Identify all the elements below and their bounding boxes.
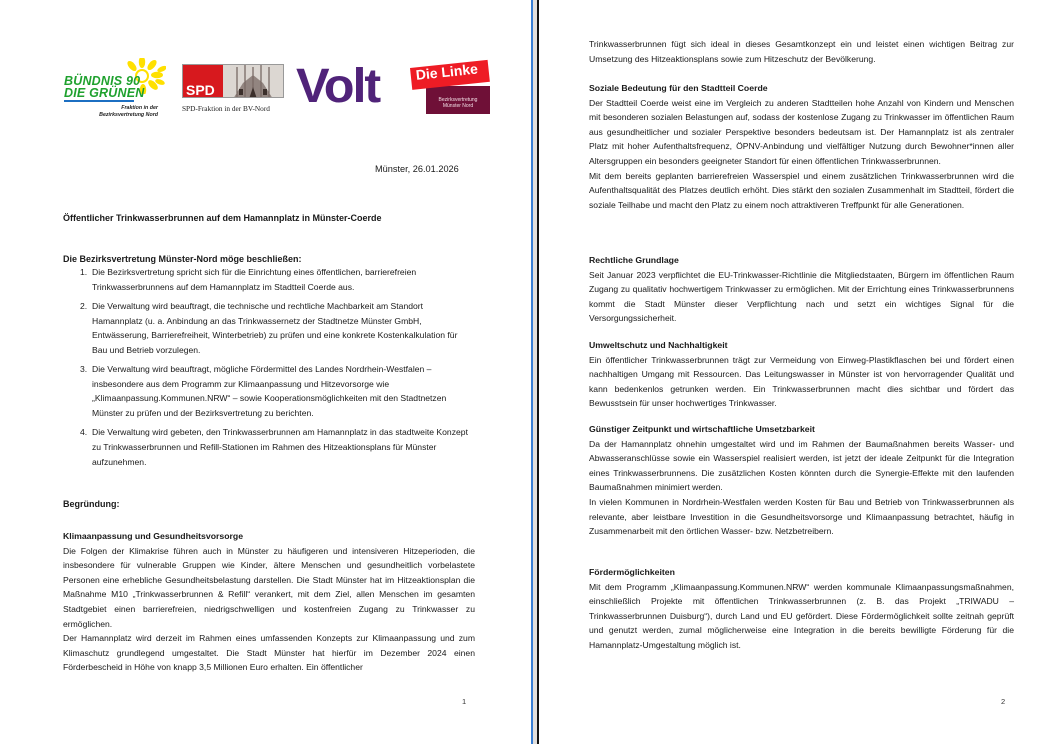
logo-spd xyxy=(182,64,288,120)
section-title: Klimaanpassung und Gesundheitsvorsorge xyxy=(63,531,244,541)
section-timing xyxy=(589,422,1014,539)
section-paragraph: Ein öffentlicher Trinkwasserbrunnen trägt zur Vermeidung von Einweg-Plastikflaschen bei und fördert einen nachhaltigen Umgang mit Ressourcen. Das Leitungswasser in Münster ist von hervorragender Qualität und kann bedenkenlos getrunken werden. Ein Trinkwasserbrunnen macht dies sichtbar und fördert das Bewusstsein für unser hochwertiges Trinkwasser. xyxy=(589,354,1014,409)
spd-wordmark: SPD xyxy=(186,82,215,98)
section-title: Rechtliche Grundlage xyxy=(589,255,679,265)
motion-number: 3. xyxy=(80,364,88,375)
gruene-subtitle-2: Bezirksvertretung Nord xyxy=(99,112,158,118)
motion-text: Die Verwaltung wird beauftragt, die technische und rechtliche Machbarkeit am Standort Hamannplatz (u. a. Anbindung an das Trinkwassernetz der Stadtnetze Münster GmbH, Entwässerung, Barrierefreiheit, Winterbetrieb) zu prüfen und eine konkrete Kostenkalkulation für Bau und Betrieb vorzulegen. xyxy=(92,300,458,355)
motion-text: Die Bezirksvertretung spricht sich für die Einrichtung eines öffentlichen, barrierefreien Trinkwasserbrunnens auf dem Hamannplatz im Stadtteil Coerde aus. xyxy=(92,267,417,292)
church-facade-icon xyxy=(223,65,284,98)
section-legal xyxy=(589,253,1014,326)
motion-item xyxy=(63,362,475,420)
gruene-wordmark-line1: BÜNDNIS 90 xyxy=(64,74,141,88)
linke-wordmark: Die Linke xyxy=(415,60,479,83)
section-title: Fördermöglichkeiten xyxy=(589,567,675,577)
section-funding xyxy=(589,565,1014,653)
section-paragraph: Mit dem Programm „Klimaanpassung.Kommunen.NRW“ werden kommunale Klimaanpassungsmaßnahmen, einschließlich Projekte mit öffentlichen Trinkwasserbrunnen (z. B. das Projekt „TRIWADU – Trinkwasserbrunnen Duisburg“), durch Land und EU gefördert. Diese Fördermöglichkeit sollte zeitnah geprüft und genutzt werden, zumal möglicherweise eine Integration in die bereits bewilligte Förderung für die Hamannplatz-Umgestaltung möglich ist. xyxy=(589,581,1014,650)
party-logos xyxy=(62,58,502,122)
document-page-2 xyxy=(539,0,1060,744)
section-environment xyxy=(589,338,1014,411)
motion-item xyxy=(63,425,475,469)
logo-die-linke xyxy=(410,62,498,120)
page-number: 2 xyxy=(1001,697,1006,706)
gruene-wordmark-line2: DIE GRÜNEN xyxy=(64,86,145,100)
logo-volt xyxy=(296,60,400,113)
page-gutter xyxy=(531,0,539,744)
linke-subtitle: Bezirksvertretung Münster Nord xyxy=(438,97,478,109)
section-title: Umweltschutz und Nachhaltigkeit xyxy=(589,340,728,350)
spd-caption: SPD-Fraktion in der BV-Nord xyxy=(182,104,270,113)
section-title: Günstiger Zeitpunkt und wirtschaftliche Umsetzbarkeit xyxy=(589,424,815,434)
motion-text: Die Verwaltung wird beauftragt, mögliche Fördermittel des Landes Nordrhein-Westfalen – insbesondere aus dem Programm zur Klimaanpassung und Hitzevorsorge wie „Klimaanpassung.Kommunen.NRW“ – sowie Kooperationsmöglichkeiten mit den Stadtnetzen Münster zu prüfen und der Bezirksvertretung zu berichten. xyxy=(92,364,447,418)
motion-number: 1. xyxy=(80,267,88,277)
section-paragraph: Der Stadtteil Coerde weist eine im Vergleich zu anderen Stadtteilen hohe Anzahl von Kindern und Menschen mit besonderen sozialen Belastungen auf, sodass der kostenlose Zugang zu Trinkwasser im öffentlichen Raum aus gesundheitlicher und sozialer Perspektive besonders bedeutsam ist. Der Hamannplatz ist als zentraler Platz mit hoher Aufenthaltsfrequenz, ÖPNV-Anbindung und vielfältiger Nutzung durch Bewohner*innen aller Altersgruppen ein besonders geeigneter Standort für einen öffentlichen Trinkwasserbrunnen. xyxy=(589,97,1014,166)
logo-gruene xyxy=(62,58,170,122)
reasoning-heading: Begründung: xyxy=(63,499,120,509)
motion-list xyxy=(63,265,475,474)
section-paragraph: Da der Hamannplatz ohnehin umgestaltet wird und im Rahmen der Baumaßnahmen bereits Wasser- und Abwasseranschlüsse sowie ein Wasserspiel realisiert werden, ist jetzt der ideale Zeitpunkt für die Integration eines Trinkwasserbrunnens. Die zusätzlichen Kosten könnten durch die Synergie-Effekte mit den laufenden Baumaßnahmen minimiert werden. xyxy=(589,438,1014,493)
gruene-underline xyxy=(64,100,134,102)
motion-number: 4. xyxy=(80,427,88,438)
section-paragraph: Seit Januar 2023 verpflichtet die EU-Trinkwasser-Richtlinie die Mitgliedstaaten, Bürgern im öffentlichen Raum Zugang zu qualitativ hochwertigem Trinkwasser zu ermöglichen. Mit der Errichtung eines Trinkwasserbrunnens kommt die Stadt Münster dieser Verpflichtung nach und setzt ein wichtiges Signal für die Versorgungssicherheit. xyxy=(589,269,1014,324)
continuation-paragraph: Trinkwasserbrunnen fügt sich ideal in dieses Gesamtkonzept ein und leistet einen wichtigen Beitrag zur Umsetzung des Hitzeaktionsplans sowie zum Hitzeschutz der Bevölkerung. xyxy=(589,39,1014,64)
motion-number: 2. xyxy=(80,300,88,311)
section-climate-health xyxy=(63,529,475,675)
section-paragraph: In vielen Kommunen in Nordrhein-Westfalen werden Kosten für Bau und Betrieb von Trinkwasserbrunnen als relevante, aber leistbare Investition in die Gesundheitsvorsorge und Klimaanpassung betrachtet, häufig in Zusammenarbeit mit den örtlichen Wasser- bzw. Netzbetreibern. xyxy=(589,496,1014,537)
section-paragraph: Mit dem bereits geplanten barrierefreien Wasserspiel und einem zusätzlichen Trinkwasserbrunnen wird die Aufenthaltsqualität des Platzes deutlich erhöht. Dies stärkt den sozialen Zusammenhalt im Stadtteil, fördert die soziale Teilhabe und macht den Platz zu einem noch attraktiveren Treffpunkt für alle Generationen. xyxy=(589,170,1014,210)
page-number: 1 xyxy=(462,697,467,706)
motion-item xyxy=(63,265,475,294)
motion-text: Die Verwaltung wird gebeten, den Trinkwasserbrunnen am Hamannplatz in das stadtweite Konzept zu Trinkwasserbrunnen und Refill-Stationen im Rahmen des Hitzeaktionsplans für Münster aufzunehmen. xyxy=(92,427,468,467)
spd-mark xyxy=(182,64,284,98)
gruene-subtitle-1: Fraktion in der xyxy=(121,105,158,111)
section-social xyxy=(589,81,1014,212)
volt-wordmark: Volt xyxy=(296,60,380,113)
section-paragraph: Der Hamannplatz wird derzeit im Rahmen eines umfassenden Konzepts zur Klimaanpassung und zum Klimaschutz grundlegend umgestaltet. Die Stadt Münster hat hierfür im Dezember 2024 einen Förderbescheid in Höhe von knapp 3,5 Millionen Euro erhalten. Ein öffentlicher xyxy=(63,633,475,673)
motion-item xyxy=(63,299,475,357)
section-title: Soziale Bedeutung für den Stadtteil Coerde xyxy=(589,83,768,93)
resolution-heading: Die Bezirksvertretung Münster-Nord möge beschließen: xyxy=(63,254,302,264)
section-paragraph: Die Folgen der Klimakrise führen auch in Münster zu häufigeren und intensiveren Hitzeperioden, die insbesondere für vulnerable Gruppen wie Kinder, ältere Menschen und gesundheitlich vorbelastete Personen eine erhebliche Gesundheitsbelastung darstellen. Die Stadt Münster hat im Hitzeaktionsplan die Maßnahme M10 „Trinkwasserbrunnen & Refill“ verankert, mit dem Ziel, allen Menschen im gesamten Stadtgebiet einen barrierefreien, niedrigschwelligen und kostenfreien Zugang zu Trinkwasser zu ermöglichen. xyxy=(63,545,475,629)
document-date: Münster, 26.01.2026 xyxy=(375,164,459,174)
document-title: Öffentlicher Trinkwasserbrunnen auf dem Hamannplatz in Münster-Coerde xyxy=(63,213,382,223)
